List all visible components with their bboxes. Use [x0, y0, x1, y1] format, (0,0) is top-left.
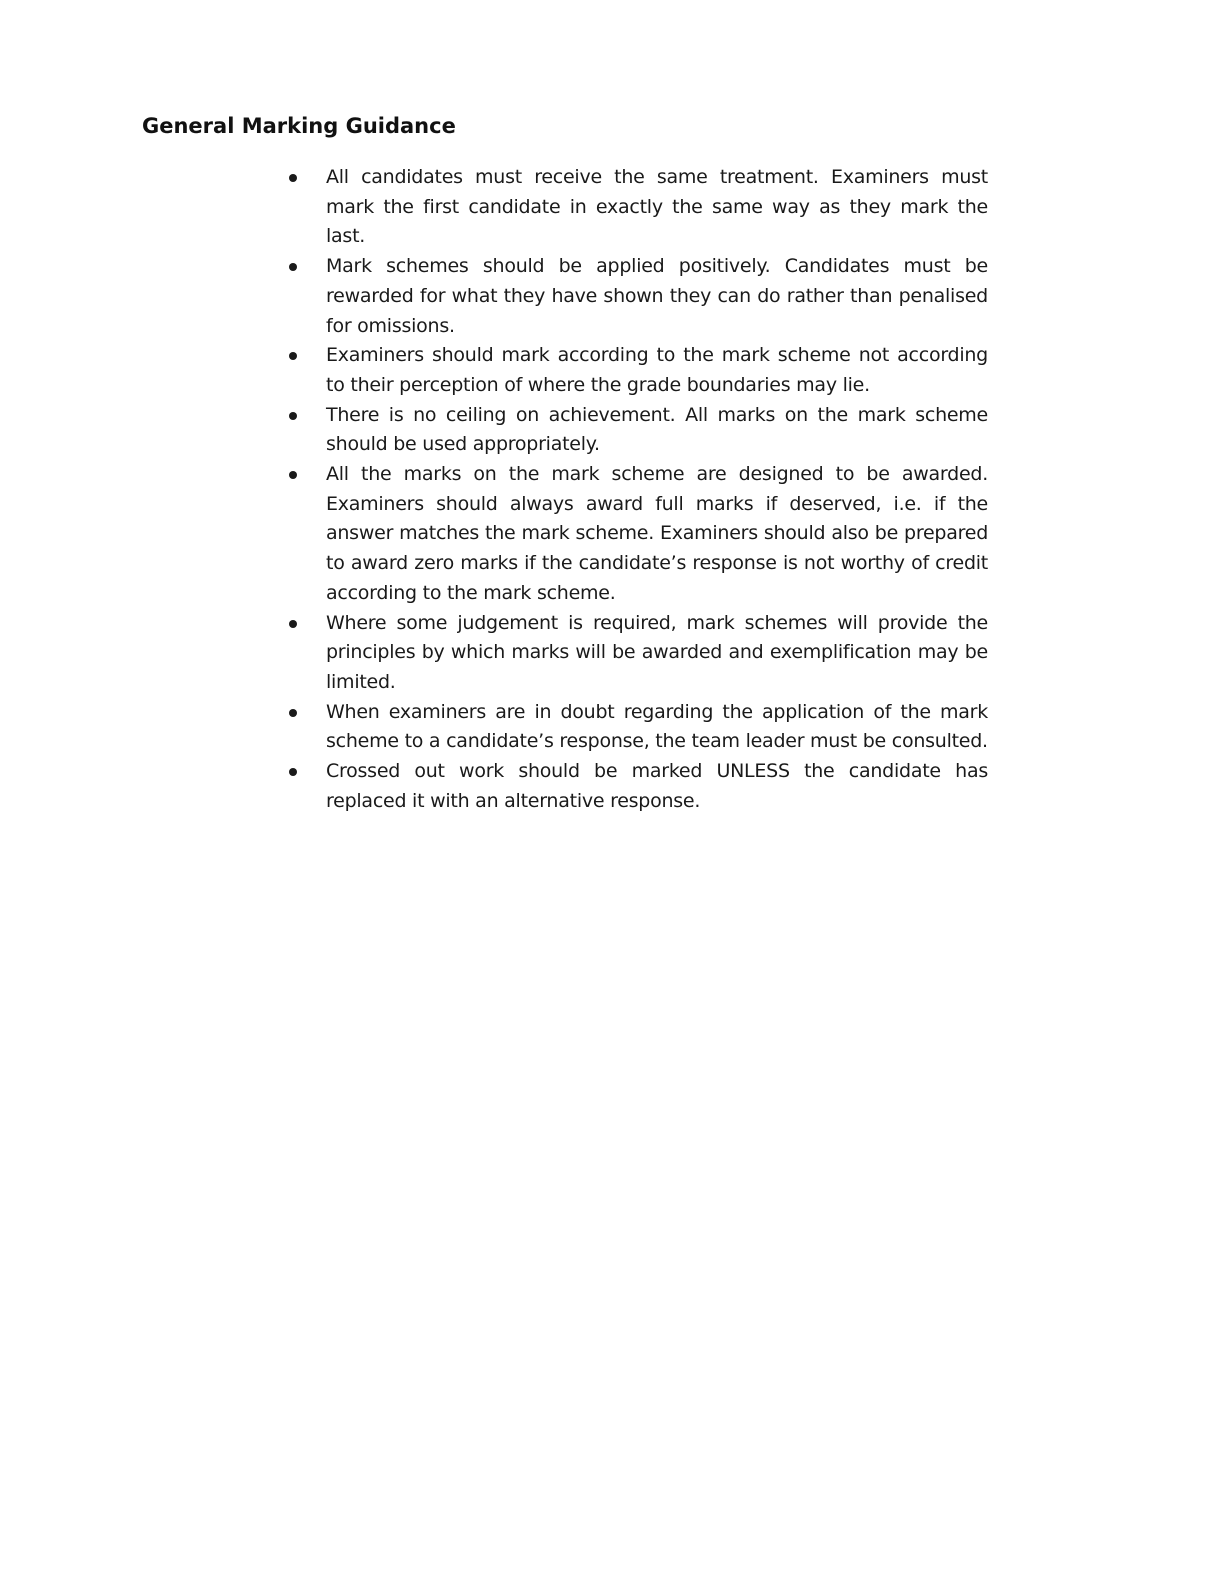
bullet-icon	[289, 471, 297, 479]
guidance-text: Where some judgement is required, mark schemes will provide the principles by which marks will be awarded and exemplification may be limited.	[326, 611, 988, 693]
guidance-text: All the marks on the mark scheme are designed to be awarded. Examiners should always award full marks if deserved, i.e. if the answer matches the mark scheme. Examiners should also be prepared to award zero marks if the candidate’s response is not worthy of credit according to the mark scheme.	[326, 463, 988, 604]
bullet-icon	[289, 352, 297, 360]
bullet-icon	[289, 263, 297, 271]
bullet-icon	[289, 174, 297, 182]
bullet-icon	[289, 709, 297, 717]
bullet-icon	[289, 768, 297, 776]
guidance-item	[286, 460, 988, 609]
guidance-item	[286, 609, 988, 698]
guidance-text: Examiners should mark according to the mark scheme not according to their perception of where the grade boundaries may lie.	[326, 344, 988, 396]
guidance-item	[286, 341, 988, 400]
guidance-text: There is no ceiling on achievement. All marks on the mark scheme should be used appropriately.	[326, 403, 988, 456]
guidance-text: Mark schemes should be applied positively. Candidates must be rewarded for what they have shown they can do rather than penalised for omissions.	[326, 255, 988, 337]
bullet-icon	[289, 412, 297, 420]
guidance-text: When examiners are in doubt regarding the application of the mark scheme to a candidate’s response, the team leader must be consulted.	[326, 700, 988, 753]
guidance-text: Crossed out work should be marked UNLESS the candidate has replaced it with an alternative response.	[326, 760, 988, 812]
guidance-item	[286, 252, 988, 341]
guidance-item	[286, 163, 988, 252]
bullet-icon	[289, 620, 297, 628]
guidance-item	[286, 757, 988, 816]
guidance-list	[286, 163, 988, 816]
guidance-item	[286, 698, 988, 757]
guidance-text: All candidates must receive the same treatment. Examiners must mark the first candidate in exactly the same way as they mark the last.	[326, 166, 988, 248]
guidance-item	[286, 401, 988, 460]
page-heading: General Marking Guidance	[142, 114, 456, 138]
